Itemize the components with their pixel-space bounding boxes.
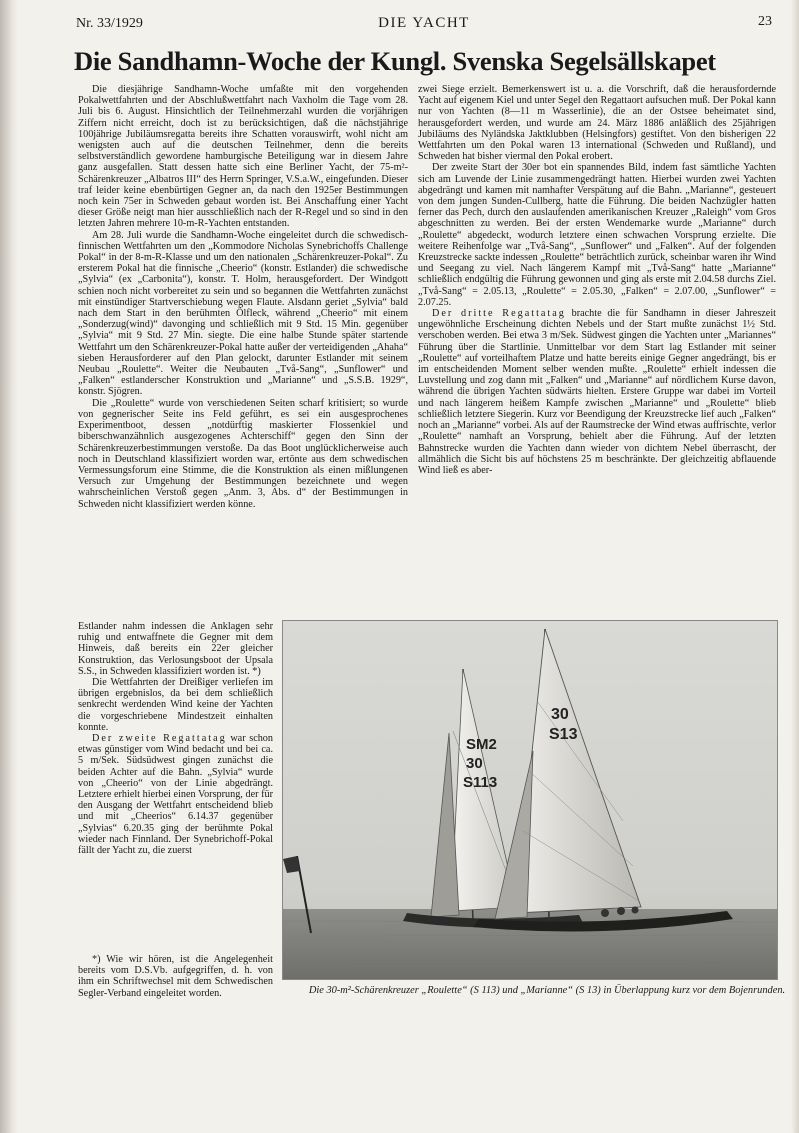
paragraph [418, 308, 776, 476]
article-title: Die Sandhamn-Woche der Kungl. Svenska Segelsällskapet [74, 46, 716, 76]
page-header [76, 14, 772, 36]
paragraph [78, 733, 273, 856]
sail-number-left: S113 [463, 774, 498, 791]
sail-class-right: 30 [551, 706, 569, 723]
issue-number: Nr. 33/1929 [76, 16, 143, 31]
page-number: 23 [758, 14, 772, 29]
paragraph: Estlander nahm indessen die Anklagen sehr ruhig und entwaffnete die Gegner mit dem Hinweis, daß bereits ein 22er gleicher Konstruktion, das Verlosungsboot der Upsala S.S., in Schweden klassifiziert worden ist. *) [78, 621, 273, 677]
sail-number-right: S13 [549, 726, 578, 743]
photo-caption: Die 30-m²-Schärenkreuzer „Roulette“ (S 113) und „Marianne“ (S 13) in Überlappung kurz vor dem Bojenrunden. [308, 985, 786, 996]
regatta-heading: Der zweite Regattatag [92, 733, 227, 745]
paragraph: Am 28. Juli wurde die Sandhamn-Woche eingeleitet durch die schwedisch-finnischen Wettfahrten um den „Kommodore Nicholas Synebrichoffs Challenge Pokal“ in der 8-m-R-Klasse und um den nationalen „Schärenkreuzer-Pokal“. Zu ersterem Pokal hat die finnische „Cheerio“ (konstr. Estlander) die schwedische „Sylvia“ (ex „Carbonita“), konstr. T. Holm, herausgefordert. Der Windgott schien noch nicht vorbereitet zu sein und so begannen die Wettfahrten zunächst mit einstündiger Startverschiebung wegen Flaute. Alsdann geriet „Sylvia“ bald nach dem Start in den berühmten Ölfleck, während „Cheerio“ mit einem „Sonderzug(wind)“ davonging und schließlich mit 9 Std. 15 Min. gegenüber „Sylvia“ mit 9 Std. 27 Min. siegte. Die eine halbe Stunde später startende Wettfahrt um den Schärenkreuzer-Pokal hatte außer der verteidigenden „Ahaha“ sieben Herausforderer auf den Plan gelockt, darunter Estlander mit seinem Neubau „Roulette“. Weiter die Neubauten „Två-Sang“, „Sunflower“ und „Falken“ estlanderscher Konstruktion und „Marianne“ und „S.S.B. 1929“, konstr. Sjögren. [78, 229, 408, 398]
regatta-heading: Der dritte Regattatag [432, 308, 566, 320]
footnote [78, 954, 273, 999]
paragraph: Die „Roulette“ wurde von verschiedenen Seiten scharf kritisiert; so wurde von gegnerischer Seite ins Feld geführt, es sei ein ausgesprochenes Experimentboot, dessen „notdürftig maskierter Flossenkiel und biberschwanzähnlich ausgezogenes Achterschiff“ gegen den Sinn der Schärenkreuzerbestimmungen verstoße. Da das Boot unglücklicherweise auch noch in Deutschland klassifiziert worden war, ertönte aus dem schwedischen Vermessungsforum eine Stimme, die die Konstruktion als einen mißlungenen Versuch zur Umgehung der Bestimmungen bezeichnete und wegen wahrscheinlichen Verstoß gegen „Anm. 3, Abs. d“ der Bestimmungen in Schweden nicht klassifiziert werden könne. [78, 397, 408, 510]
yacht-photo [282, 620, 778, 980]
right-column [418, 84, 776, 476]
paragraph-text: brachte die für Sandhamn in dieser Jahreszeit ungewöhnliche Erscheinung dichten Nebels und der Start mußte zunächst 1½ Std. verschoben werden. Bei etwa 3 m/Sek. Südwest gingen die Yachten unter „Mariannes“ Führung über die Startlinie. Unmittelbar vor dem Start lag Estlander mit seiner „Roulette“ auf vorteilhaftem Platze und hatte bereits einige Gegner angedrängt, bis er im entscheidenden Moment selber wenden mußte. „Roulette“ erhielt indessen die Luvstellung und zog dann mit „Falken“ und „Marianne“ auf nördlichem Kurse davon, während die übrigen Yachten südwärts hielten. Erstere Gruppe war dabei im Vorteil und nach längerem heißem Kampfe zwischen „Marianne“ und „Roulette“ blieb schließlich letztere Siegerin. Kurz vor Beendigung der Kreuzstrecke lief auch „Falken“ noch an „Marianne“ vorbei. Als auf der Raumstrecke der Wind etwas auffrischte, verlor „Roulette“ namhaft an Vorsprung, behielt aber die Führung. Auf der letzten Bahnstrecke wurden die Yachten dann wieder von dichtem Nebel überrascht, der allmählich die Sicht bis auf höchstens 25 m beschränkte. Der gleichzeitig abflauende Wind ließ es aber- [418, 308, 776, 476]
paragraph: zwei Siege erzielt. Bemerkenswert ist u. a. die Vorschrift, daß die herausfordernde Yacht auf eigenem Kiel und unter Segel den Regattaort aufsuchen muß. Der Pokal kann nur von Yachten (8—11 m Wasserlinie), die an der Ostsee beheimatet sind, herausgefordert werden, und wurde am 24. März 1886 anläßlich des 25jährigen Jubiläums des Nyländska Jaktklubben (Helsingfors) gestiftet. Von den bisherigen 22 Wettfahrten um den Pokal waren 13 international (Schweden und Rußland), und Schweden hat bisher viermal den Pokal erobert. [418, 84, 776, 163]
sail-number-left-top: SM2 [466, 736, 497, 753]
left-column-upper [78, 84, 408, 510]
paragraph-text: war schon etwas günstiger vom Wind bedacht und bei ca. 5 m/Sek. Südsüdwest gingen zunächst die beiden Achter auf die Bahn. „Sylvia“ wurde von „Cheerio“ von der Linie abgedrängt. Letztere erhielt hierbei einen Vorsprung, der für den Ausgang der Wettfahrt entscheidend blieb und mit „Cheerios“ 6.14.37 gegenüber „Sylvias“ 6.20.35 ging der berühmte Pokal wieder nach Finnland. Der Synebrichoff-Pokal fällt der Yacht zu, die zuerst [78, 733, 273, 857]
paragraph: Der zweite Start der 30er bot ein spannendes Bild, indem fast sämtliche Yachten sich am Luvende der Linie zusammengedrängt hatten. Hierbei wurden zwei Yachten abgedrängt und kamen mit namhafter Verspätung auf die Bahn. „Marianne“, gesteuert von dem jungen Sunden-Cullberg, hatte die Führung. Die beiden Nachzügler hatten ferner das Pech, durch den auslaufenden amerikanischen Kreuzer „Raleigh“ vom Gros abgeschnitten zu werden. Bei der ersten Wendemarke wurde „Marianne“ durch „Roulette“ abgedeckt, wodurch letztere einen schwachen Vorsprung erzielte. Die weitere Reihenfolge war „Två-Sang“, „Sunflower“ und „Falken“. Auf der folgenden Kreuzstrecke sackte indessen „Roulette“ beträchtlich zurück, scheinbar waren ihr Wind und Seegang zu viel. Nach längerem Kampf mit „Två-Sang“ hatte „Marianne“ schließlich endgültig die Führung gewonnen und ging als erste mit 2.04.58 durchs Ziel. „Två-Sang“ = 2.05.13, „Roulette“ = 2.05.30, „Falken“ = 2.07.00, „Sunflower“ = 2.07.25. [418, 162, 776, 308]
footnote-text: *) Wie wir hören, ist die Angelegenheit bereits vom D.S.Vb. aufgegriffen, d. h. von ihm ein Schriftwechsel mit dem Schwedischen Segler-Verband eingeleitet worden. [78, 954, 273, 999]
paragraph: Die diesjährige Sandhamn-Woche umfaßte mit den vorgehenden Pokalwettfahrten und der Abschlußwettfahrt nach Vaxholm die Tage vom 28. Juli bis 6. August. Hinsichtlich der Teilnehmerzahl wurden die vorjährigen Ziffern nicht erreicht, doch ist zu berücksichtigen, daß die nächstjährige 100jährige Jubiläumsregatta bereits ihre Schatten vorauswirft, wohl nicht am wenigsten auch auf die deutschen Teilnehmer, denn die bereits selbstverständlich gewordene hamburgische Beteiligung war in diesem Jahre ganz ausgefallen. Statt dessen hatte sich eine Berliner Yacht, der 75-m²-Schärenkreuzer „Albatros III“ des Herrn Springer, V.S.a.W., eingefunden. Dieser traf leider keine ebenbürtigen Gegner an, da nach den 1925er Bestimmungen noch kein 75er in Schweden gebaut worden ist. Bei Anschaffung einer Yacht dieser Größe neigt man hier ausschließlich nach der R-Regel und so sind in den letzten Jahren mehrere 10-m-R-Yachten entstanden. [78, 84, 408, 230]
left-column-narrow [78, 621, 273, 856]
magazine-name: DIE YACHT [378, 15, 470, 31]
sail-class-left: 30 [466, 755, 483, 772]
paragraph: Die Wettfahrten der Dreißiger verliefen im übrigen ergebnislos, da bei dem schließlich senkrecht werdenden Wind keine der Yachten die vorgeschriebene Mindestzeit einhalten konnte. [78, 677, 273, 733]
